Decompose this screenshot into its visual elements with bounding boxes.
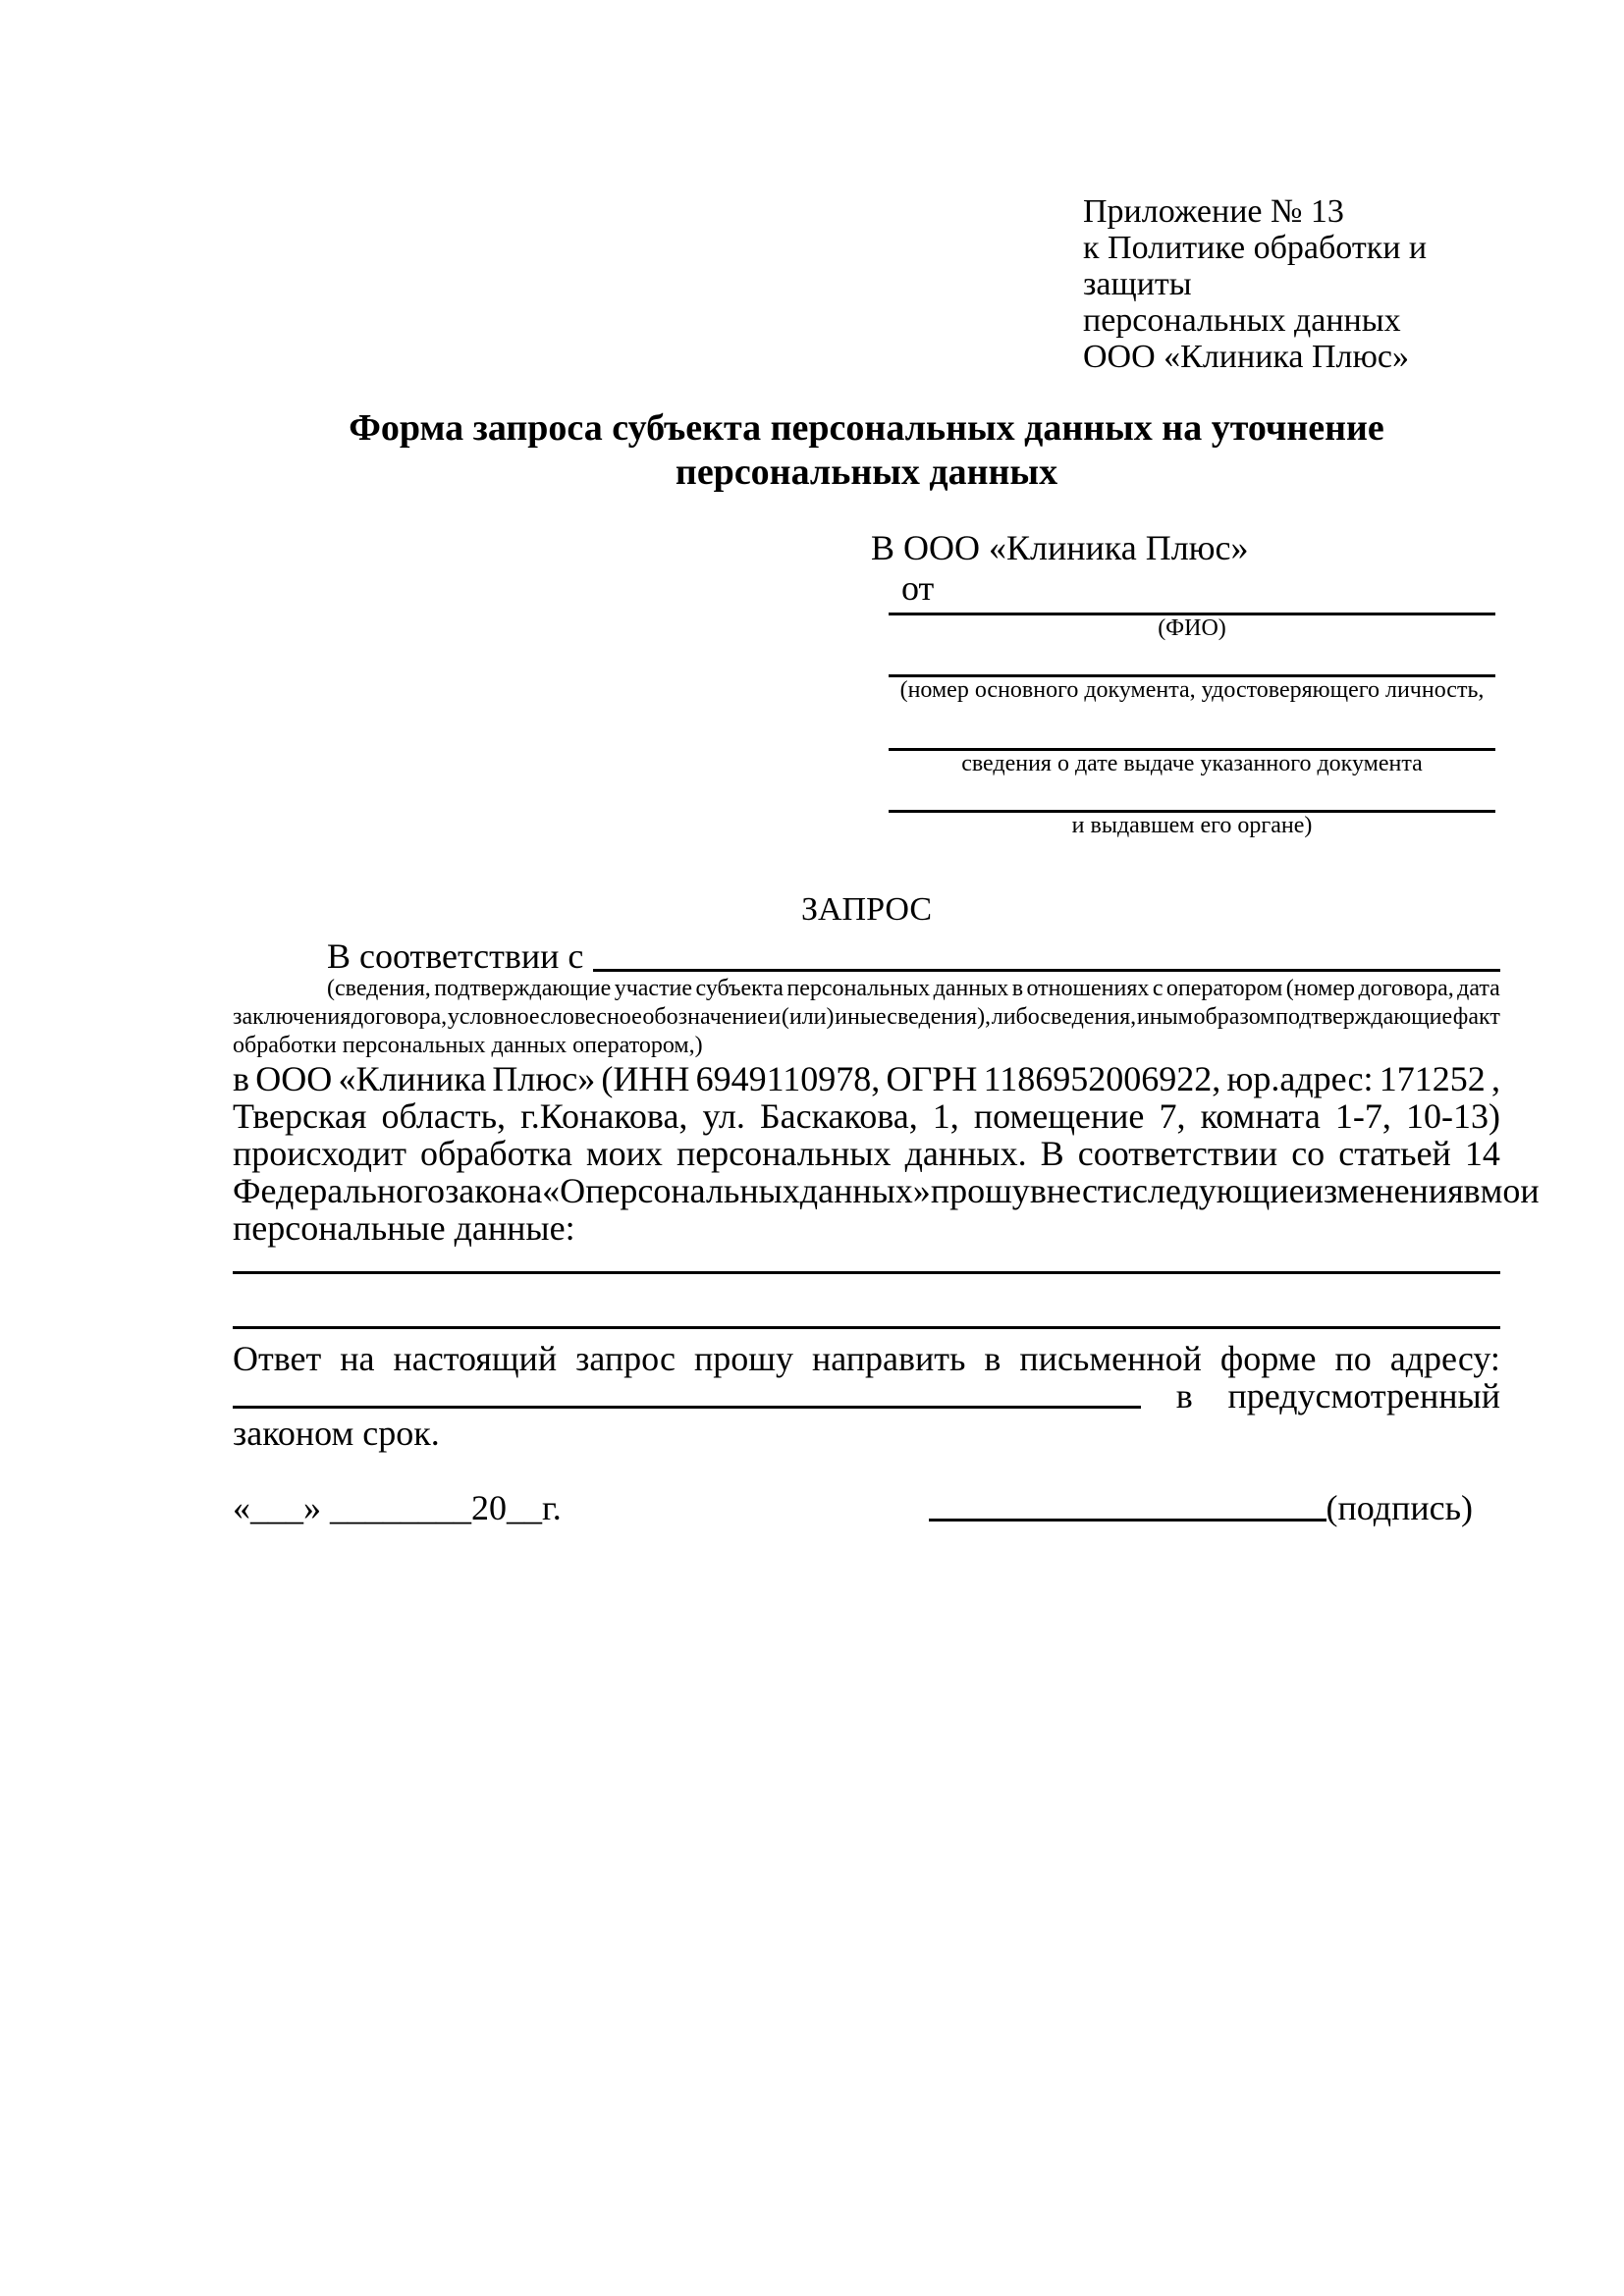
appendix-block [1083,193,1500,375]
date-signature-row [233,1489,1500,1526]
response-address-row [233,1377,1500,1415]
appendix-line: персональных данных [1083,302,1401,339]
footnote-line: (сведения, подтверждающие участие субъекта персональных данных в отношениях с оператором (номер договора, дата [327,976,1500,1001]
fio-caption: (ФИО) [1158,615,1226,641]
appendix-line: ООО «Клиника Плюс» [1083,339,1409,375]
document-title-line: персональных данных [675,452,1058,493]
response-line: законом срок. [233,1414,440,1453]
appendix-line: Приложение № 13 [1083,193,1344,230]
changes-blank-line-2 [233,1326,1500,1329]
addressee-from-label: от [901,568,935,608]
issue-date-caption: сведения о дате выдаче указанного документа [961,751,1423,776]
document-number-caption: (номер основного документа, удостоверяющего личность, [899,677,1485,703]
document-title-line: Форма запроса субъекта персональных данных на уточнение [349,407,1384,449]
response-paragraph [233,1340,1500,1452]
accordance-blank-line [593,937,1500,972]
accordance-label: В соответствии с [327,936,584,976]
document-number-blank-line [889,641,1495,677]
issue-date-blank-line [889,703,1495,751]
signature-group [929,1489,1473,1526]
footnote-line: заключения договора, условное словесное обозначение и (или) иные сведения), либо сведения, иным образом подтверждающие факт [233,1004,1500,1030]
response-line: Ответ на настоящий запрос прошу направить в письменной форме по адресу: [233,1339,1500,1378]
body-line: в ООО «Клиника Плюс» (ИНН 6949110978, ОГРН 1186952006922, юр.адрес: 171252 , [233,1059,1500,1098]
date-blank-text: «___» ________20__г. [233,1488,562,1527]
body-line: происходит обработка моих персональных данных. В соответствии со статьей 14 [233,1134,1500,1173]
response-word: в [1175,1376,1193,1415]
accordance-row [233,937,1500,975]
request-heading: ЗАПРОС [800,891,933,928]
fio-blank-line [889,607,1495,615]
addressee-to: В ООО «Клиника Плюс» [871,528,1249,567]
issuing-authority-caption: и выдавшем его органе) [1071,813,1313,838]
changes-blank-line-1 [233,1271,1500,1274]
response-word: предусмотренный [1227,1376,1500,1415]
body-paragraph [233,1059,1540,1248]
body-line: персональные данные: [233,1208,575,1248]
issuing-authority-blank-line [889,776,1495,813]
address-blank-line [233,1377,1141,1409]
footnote-block [233,975,1500,1060]
addressee-block [871,527,1500,607]
body-line: Тверская область, г.Конакова, ул. Баскакова, 1, помещение 7, комната 1-7, 10-13) [233,1096,1500,1136]
body-line: Федерального закона «О персональных данных» прошу внести следующие изменения в мои [233,1171,1540,1210]
document-title [233,406,1500,495]
signature-caption: (подпись) [1326,1488,1473,1527]
signature-blank-line [929,1489,1326,1522]
appendix-line: к Политике обработки и защиты [1083,230,1428,302]
footnote-line: обработки персональных данных оператором,) [233,1033,703,1058]
